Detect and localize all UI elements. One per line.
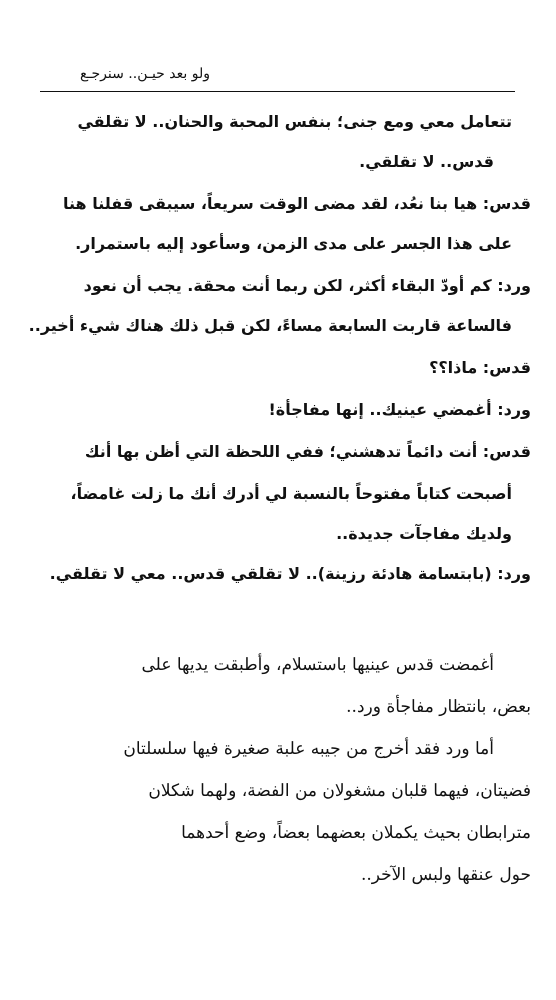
dialogue-line: قدس: هيا بنا نعُد، لقد مضى الوقت سريعاً، سيبقى قفلنا هنا (62, 194, 531, 213)
header-rule (40, 91, 515, 92)
dialogue-line: ولديك مفاجآت جديدة.. (336, 524, 512, 543)
dialogue-line: ورد: كم أودّ البقاء أكثر، لكن ربما أنت محقة. يجب أن نعود (83, 276, 531, 295)
dialogue-line: تتعامل معي ومع جنى؛ بنفس المحبة والحنان.. لا تقلقي (77, 112, 512, 131)
dialogue-line: أصبحت كتاباً مفتوحاً بالنسبة لي أدرك أنك ما زلت غامضاً، (70, 484, 512, 503)
dialogue-line: قدس: أنت دائماً تدهشني؛ ففي اللحظة التي أظن بها أنك (84, 442, 531, 461)
narrative-line: حول عنقها ولبس الآخر.. (360, 865, 531, 885)
dialogue-line: ورد: (بابتسامة هادئة رزينة).. لا تقلقي قدس.. معي لا تقلقي. (49, 564, 531, 583)
narrative-line: أما ورد فقد أخرج من جيبه علبة صغيرة فيها سلسلتان (123, 739, 494, 759)
dialogue-line: ورد: أغمضي عينيك.. إنها مفاجأة! (268, 400, 531, 419)
dialogue-line: قدس.. لا تقلقي. (359, 152, 494, 171)
narrative-line: بعض، بانتظار مفاجأة ورد.. (346, 697, 531, 717)
dialogue-line: قدس: ماذا؟؟ (429, 358, 531, 377)
narrative-line: أغمضت قدس عينيها باستسلام، وأطبقت يديها على (141, 655, 494, 675)
dialogue-line: فالساعة قاربت السابعة مساءً، لكن قبل ذلك هناك شيء أخير.. (28, 316, 512, 335)
dialogue-line: على هذا الجسر على مدى الزمن، وسأعود إليه باستمرار. (75, 234, 512, 253)
narrative-line: مترابطان بحيث يكملان بعضهما بعضاً، وضع أحدهما (181, 823, 531, 843)
running-head: ولو بعد حيـن.. سنرجـع (79, 66, 210, 82)
narrative-line: فضيتان، فيهما قلبان مشغولان من الفضة، ولهما شكلان (148, 781, 531, 801)
